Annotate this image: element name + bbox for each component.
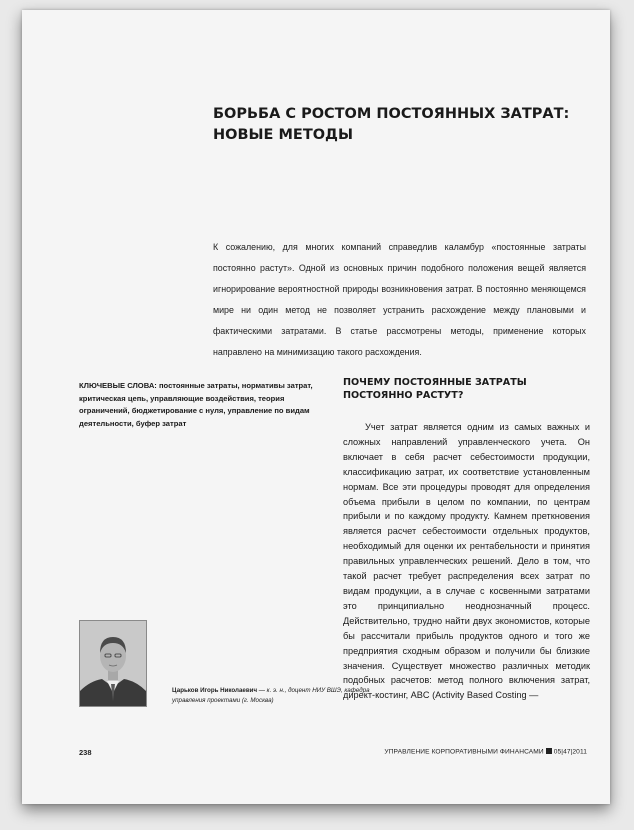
author-name: Царьков Игорь Николаевич — [172, 687, 258, 694]
magazine-page — [22, 10, 610, 804]
keywords-block: КЛЮЧЕВЫЕ СЛОВА: постоянные затраты, нормативы затрат, критическая цепь, управляющие воздействия, теория ограничений, бюджетирование с нуля, управление по видам деятельности, буфер затрат — [79, 381, 313, 428]
article-title: БОРЬБА С РОСТОМ ПОСТОЯННЫХ ЗАТРАТ: НОВЫЕ МЕТОДЫ — [213, 106, 570, 143]
author-details: — к. э. н., доцент НИУ ВШЭ, кафедра управления проектами (г. Москва) — [172, 687, 370, 704]
author-photo — [79, 620, 147, 707]
journal-name: УПРАВЛЕНИЕ КОРПОРАТИВНЫМИ ФИНАНСАМИ — [384, 748, 544, 756]
square-bullet-icon — [546, 748, 552, 754]
journal-issue: 05|47|2011 — [553, 748, 587, 756]
author-caption — [172, 686, 382, 706]
page-number: 238 — [79, 748, 92, 757]
article-body: Учет затрат является одним из самых важных и сложных направлений управленческого учета. Он включает в себя расчет себестоимости продукции, классификацию затрат, их соответствие установленным нормам. Все эти процедуры проводят для определения объема прибыли в целом по компании, по центрам прибыли и по каждому продукту. Камнем преткновения является расчет себестоимости отдельных продуктов, необходимый для оценки их рентабельности и принятия правильных управленческих решений. Дело в том, что такой расчет требует распределения всех затрат по видам продукции, а в случае с косвенными затратами это принципиально неоднозначный процесс. Действительно, трудно найти двух экономистов, которые бы рассчитали прибыль продуктов одного и того же предприятия сходным образом и получили бы близкие значения. Существует множество различных методик подобных расчетов: метод полного включения затрат, директ-костинг, ABC (Activity Based Costing — — [343, 422, 590, 701]
section-title: ПОЧЕМУ ПОСТОЯННЫЕ ЗАТРАТЫ ПОСТОЯННО РАСТУТ? — [343, 377, 527, 401]
journal-footer — [384, 748, 587, 756]
article-lead: К сожалению, для многих компаний справедлив каламбур «постоянные затраты постоянно растут». Одной из основных причин подобного положения вещей является игнорирование вероятностной природы возникновения затрат. В постоянно меняющемся мире ни один метод не позволяет устранить расхождение между плановыми и фактическими затратами. В статье рассмотрены методы, применение которых направлено на минимизацию такого расхождения. — [213, 242, 586, 357]
author-portrait-image — [80, 621, 146, 706]
